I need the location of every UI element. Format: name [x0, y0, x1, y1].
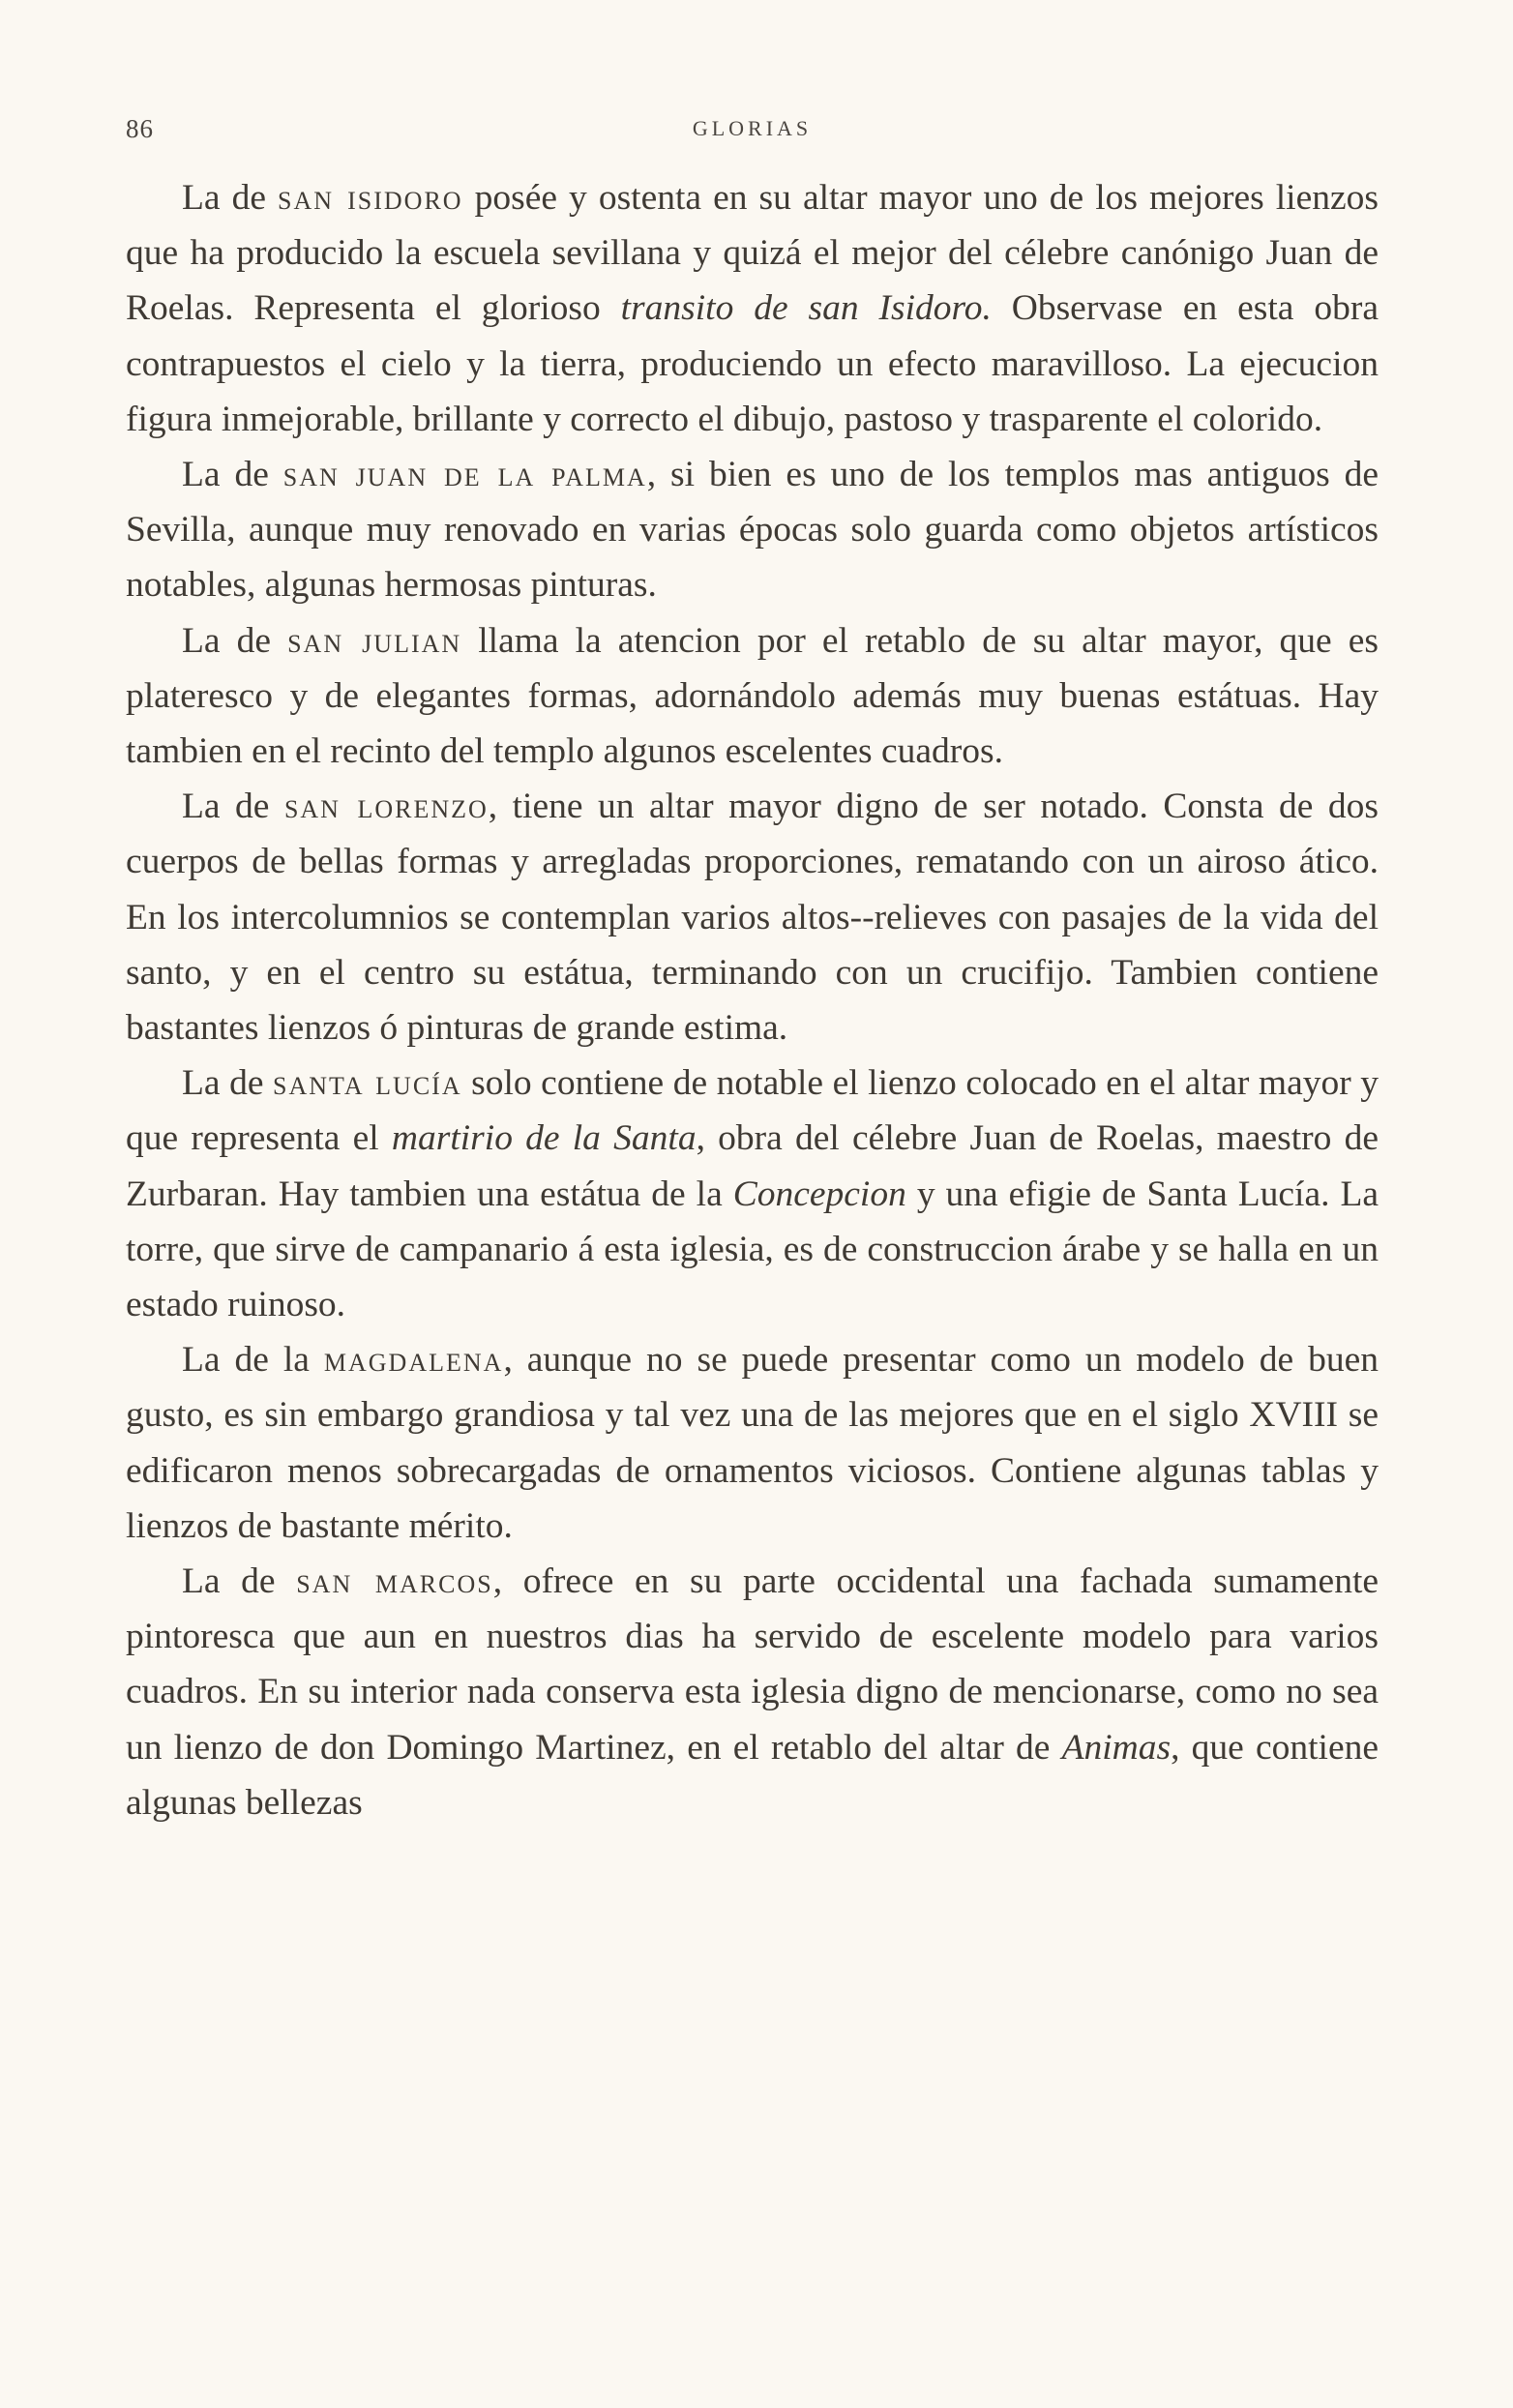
church-name: san lorenzo [283, 787, 489, 827]
page-body-text [126, 170, 1379, 1830]
text-run: La de [182, 178, 279, 218]
italic-title: Concepcion [732, 1174, 906, 1214]
text-run: , tiene un altar mayor digno de ser notado. Consta de dos cuerpos de bellas formas y arregladas proporciones, rematando con un airoso ático. En los intercolumnios se contemplan varios altos--relieves con pasajes de la vida del santo, y en el centro su estátua, terminando con un crucifijo. Tambien contiene bastantes lienzos ó pinturas de grande estima. [126, 787, 1379, 1049]
paragraph [126, 1554, 1379, 1830]
page-header [126, 114, 1379, 153]
page-number: 86 [126, 114, 154, 143]
text-run: , que contiene algunas bellezas [126, 1727, 1379, 1823]
paragraph [126, 447, 1379, 613]
church-name: santa lucía [273, 1063, 462, 1104]
running-title: GLORIAS [692, 116, 813, 140]
paragraph [126, 613, 1379, 780]
text-run: llama la atencion por el retablo de su altar mayor, que es plateresco y de elegantes formas, adornándolo además muy buenas estátuas. Hay tambien en el recinto del templo algunos escelentes cuadros. [126, 620, 1379, 772]
text-run: , aunque no se puede presentar como un modelo de buen gusto, es sin embargo grandiosa y tal vez una de las mejores que en el siglo XVIII se edificaron menos sobrecargadas de ornamentos viciosos. Contiene algunas tablas y lienzos de bastante mérito. [126, 1340, 1379, 1546]
church-name: san isidoro [278, 178, 463, 218]
church-name: san marcos [296, 1561, 493, 1602]
paragraph [126, 1055, 1379, 1332]
paragraph [126, 779, 1379, 1055]
church-name: magdalena [323, 1340, 504, 1381]
text-run: La de [182, 455, 283, 495]
text-run: Observase en esta obra contrapuestos el cielo y la tierra, produciendo un efecto maravilloso. La ejecucion figura inmejorable, brillante y correcto el dibujo, pastoso y trasparente el colorido. [126, 288, 1379, 439]
italic-title: Animas [1061, 1727, 1172, 1768]
italic-title: transito de san Isidoro. [620, 288, 992, 329]
paragraph [126, 1332, 1379, 1554]
text-run: La de [182, 1063, 274, 1104]
church-name: san juan de la palma [282, 455, 647, 495]
text-run: , ofrece en su parte occidental una fachada sumamente pintoresca que aun en nuestros dias ha servido de escelente modelo para varios cuadros. En su interior nada conserva esta iglesia digno de mencionarse, como no sea un lienzo de don Domingo Martinez, en el retablo del altar de [126, 1561, 1380, 1768]
text-run: La de [182, 787, 284, 827]
text-run: La de [182, 620, 288, 661]
text-run: y una efigie de Santa Lucía. La torre, que sirve de campanario á esta iglesia, es de construccion árabe y se halla en un estado ruinoso. [126, 1174, 1379, 1325]
text-run: La de la [182, 1340, 324, 1381]
text-run: La de [182, 1561, 297, 1602]
text-run: posée y ostenta en su altar mayor uno de los mejores lienzos que ha producido la escuela sevillana y quizá el mejor del célebre canónigo Juan de Roelas. Representa el glorioso [126, 178, 1379, 329]
text-run: , si bien es uno de los templos mas antiguos de Sevilla, aunque muy renovado en varias épocas solo guarda como objetos artísticos notables, algunas hermosas pinturas. [126, 455, 1379, 606]
text-run: solo contiene de notable el lienzo colocado en el altar mayor y que representa el [126, 1063, 1379, 1159]
paragraph [126, 170, 1379, 447]
italic-title: martirio de la Santa [391, 1118, 697, 1159]
church-name: san julian [287, 620, 462, 661]
text-run: , obra del célebre Juan de Roelas, maestro de Zurbaran. Hay tambien una estátua de la [126, 1118, 1379, 1214]
